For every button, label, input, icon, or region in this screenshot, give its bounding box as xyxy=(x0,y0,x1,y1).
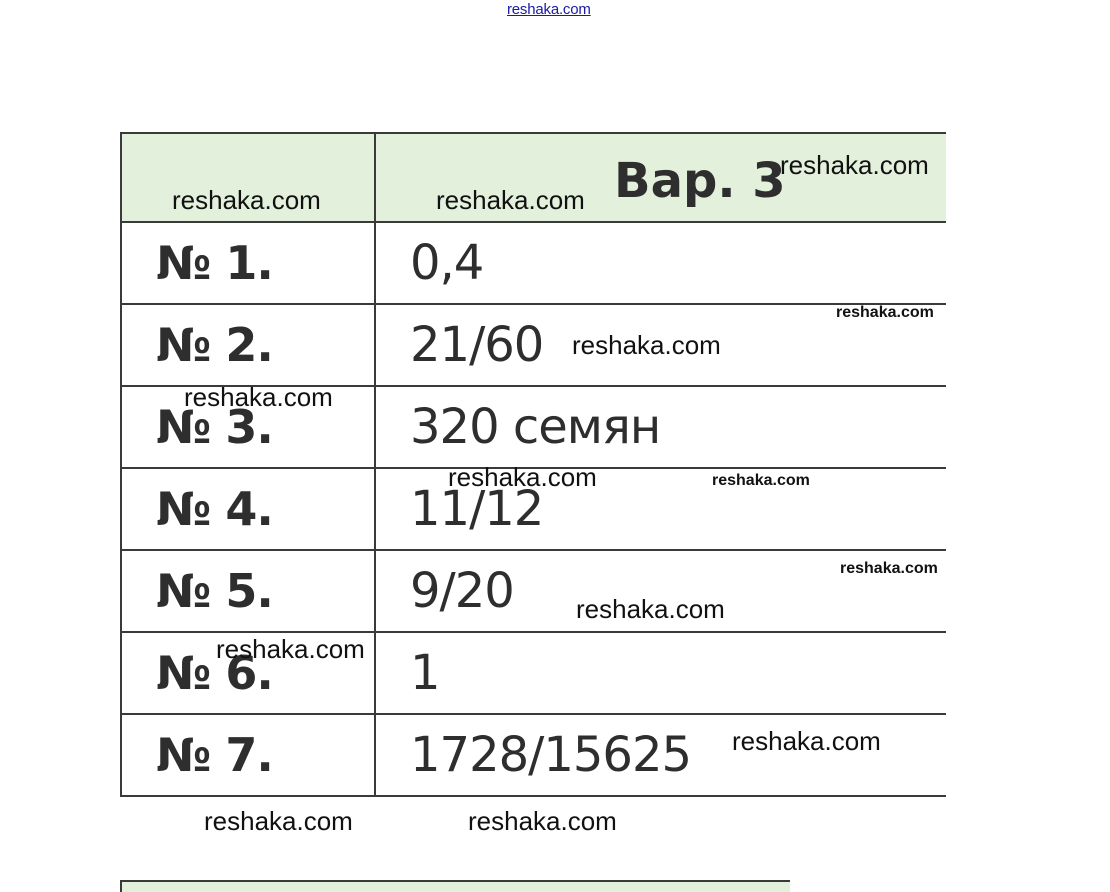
task-answer: 1728/15625 xyxy=(375,714,946,796)
watermark: reshaka.com xyxy=(576,594,725,624)
next-table-edge xyxy=(120,880,790,892)
task-number: № 6. xyxy=(121,632,375,714)
task-answer: 21/60 xyxy=(375,304,946,386)
watermark: reshaka.com xyxy=(780,150,929,180)
watermark: reshaka.com xyxy=(468,806,617,836)
watermark: reshaka.com xyxy=(840,560,938,577)
table-row xyxy=(121,304,946,386)
task-number: № 1. xyxy=(121,222,375,304)
watermark: reshaka.com xyxy=(204,806,353,836)
task-answer: 9/20 xyxy=(375,550,946,632)
reshaka-site-link[interactable]: reshaka.com xyxy=(507,1,591,18)
task-answer: 0,4 xyxy=(375,222,946,304)
task-answer: 11/12 xyxy=(375,468,946,550)
task-number: № 4. xyxy=(121,468,375,550)
watermark: reshaka.com xyxy=(732,726,881,756)
table-row xyxy=(121,550,946,632)
watermark: reshaka.com xyxy=(572,330,721,360)
variant-header: Вар. 3 xyxy=(375,133,946,222)
task-number: № 2. xyxy=(121,304,375,386)
task-number: № 5. xyxy=(121,550,375,632)
task-answer: 320 семян xyxy=(375,386,946,468)
watermark: reshaka.com xyxy=(712,472,810,489)
table-row xyxy=(121,222,946,304)
task-number: № 3. xyxy=(121,386,375,468)
watermark: reshaka.com xyxy=(436,185,585,215)
watermark: reshaka.com xyxy=(448,462,597,492)
watermark: reshaka.com xyxy=(184,382,333,412)
watermark: reshaka.com xyxy=(172,185,321,215)
task-number: № 7. xyxy=(121,714,375,796)
watermark: reshaka.com xyxy=(216,634,365,664)
task-answer: 1 xyxy=(375,632,946,714)
watermark: reshaka.com xyxy=(836,304,934,321)
